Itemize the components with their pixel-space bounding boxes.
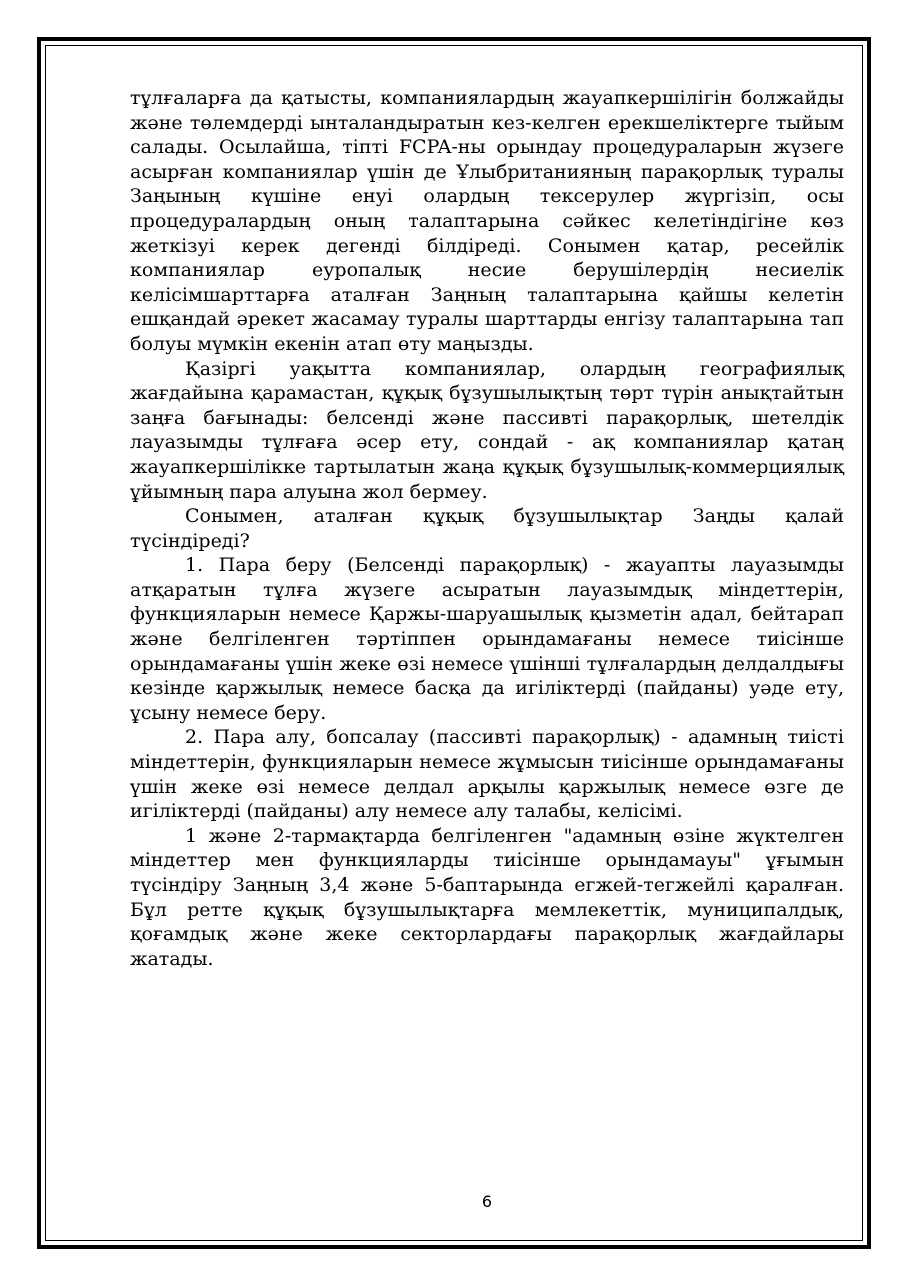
paragraph-continuation: тұлғаларға да қатысты, компаниялардың жауапкершілігін болжайды және төлемдерді ынталандыратын кез-келген ерекшеліктерге тыйым салады. Осылайша, тіпті FCPA-ны орындау процедураларын жүзеге асырған компаниялар үшін де Ұлыбританияның парақорлық туралы Заңының күшіне енуі олардың тексерулер жүргізіп, осы процедуралардың оның талаптарына сәйкес келетіндігіне көз жеткізуі керек дегенді білдіреді. Сонымен қатар, ресейлік компаниялар еуропалық несие берушілердің несиелік келісімшарттарға аталған Заңның талаптарына қайшы келетін ешқандай әрекет жасамау туралы шарттарды енгізу талаптарына тап болуы мүмкін екенін атап өту маңызды.	[130, 87, 844, 355]
page-number: 6	[481, 1192, 493, 1211]
document-body	[130, 86, 844, 971]
paragraph-offence-types: Қазіргі уақытта компаниялар, олардың географиялық жағдайына қарамастан, құқық бұзушылықтың төрт түрін анықтайтын заңға бағынады: белсенді және пассивті парақорлық, шетелдік лауазымды тұлғаға әсер ету, сондай - ақ компаниялар қатаң жауапкершілікке тартылатын жаңа құқық бұзушылық-коммерциялық ұйымның пара алуына жол бермеу.	[130, 357, 844, 503]
paragraph-passive-bribery: 2. Пара алу, бопсалау (пассивті парақорлық) - адамның тиісті міндеттерін, функцияларын немесе жұмысын тиісінше орындамағаны үшін жеке өзі немесе делдал арқылы қаржылық немесе өзге де игіліктерді (пайданы) алу немесе алу талабы, келісімі.	[130, 726, 844, 823]
paragraph-interpretation: 1 және 2-тармақтарда белгіленген "адамның өзіне жүктелген міндеттер мен функцияларды тиісінше орындамауы" ұғымын түсіндіру Заңның 3,4 және 5-баптарында егжей-тегжейлі қаралған. Бұл ретте құқық бұзушылықтарға мемлекеттік, муниципалдық, қоғамдық және жеке секторлардағы парақорлық жағдайлары жатады.	[130, 824, 844, 970]
paragraph-active-bribery: 1. Пара беру (Белсенді парақорлық) - жауапты лауазымды атқаратын тұлға жүзеге асыратын лауазымдық міндеттерін, функцияларын немесе Қаржы-шаруашылық қызметін адал, бейтарап және белгіленген тәртіппен орындамағаны немесе тиісінше орындамағаны үшін жеке өзі немесе үшінші тұлғалардың делдалдығы кезінде қаржылық немесе басқа да игіліктерді (пайданы) уәде ету, ұсыну немесе беру.	[130, 554, 844, 724]
paragraph-question: Сонымен, аталған құқық бұзушылықтар Заңды қалай түсіндіреді?	[130, 505, 844, 552]
